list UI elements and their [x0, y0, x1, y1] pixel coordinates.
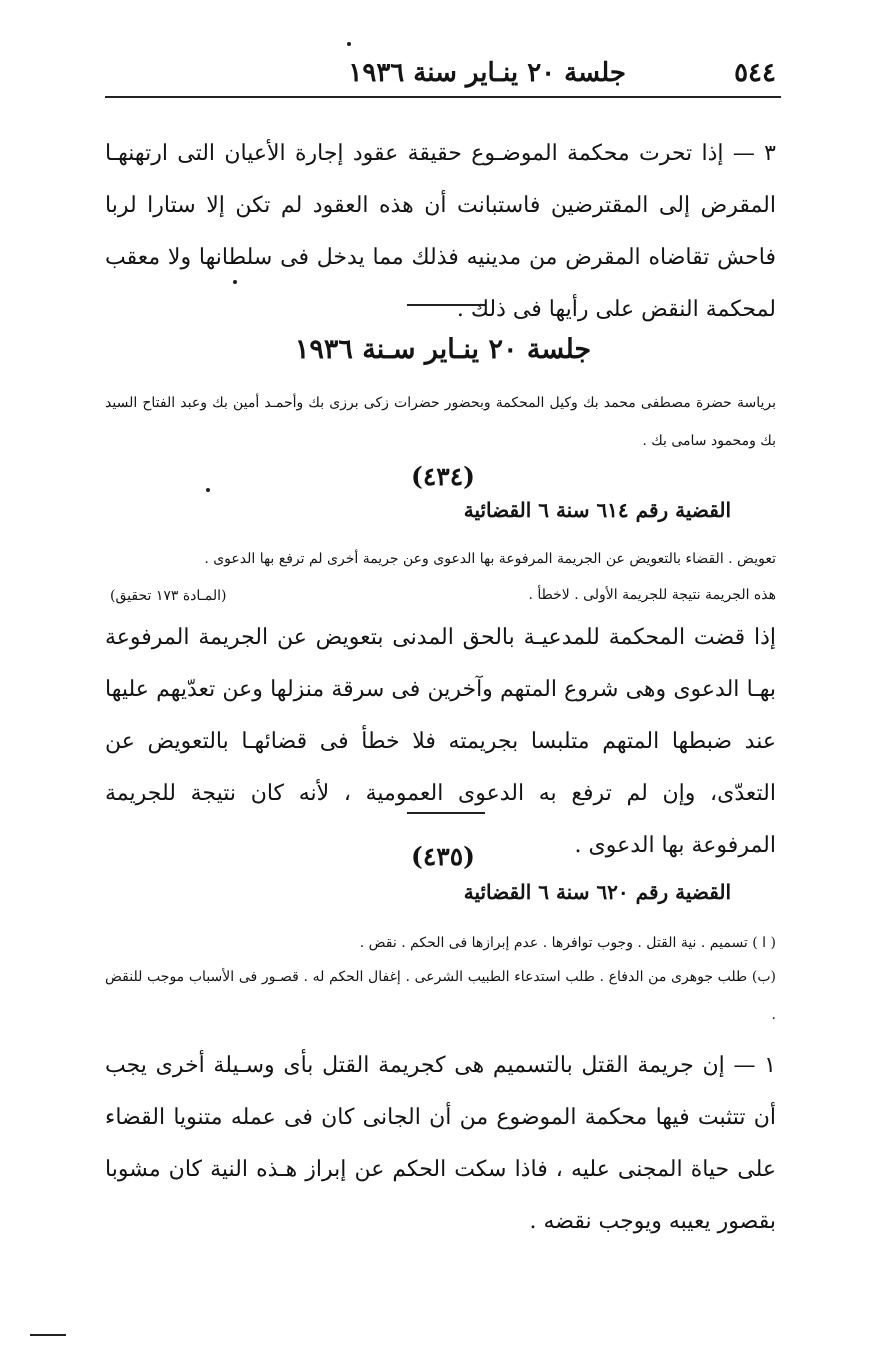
speck: [206, 488, 210, 492]
case-434-keywords-line2: هذه الجريمة نتيجة للجريمة الأولى . لاخطأ .: [528, 587, 776, 603]
header-divider: [105, 96, 781, 98]
footer-mark: [30, 1334, 66, 1336]
case-434-keywords-line1: تعويض . القضاء بالتعويض عن الجريمة المرفوعة بها الدعوى وعن جريمة أخرى لم ترفع بها الدعوى .: [204, 551, 776, 567]
speck: [233, 280, 237, 284]
case-434-legal-article: (المـادة ١٧٣ تحقيق): [110, 588, 227, 604]
paragraph-principle-3: ٣ — إذا تحرت محكمة الموضـوع حقيقة عقود إجارة الأعيان التى ارتهنهـا المقرض إلى المقترضين فاستبانت أن هذه العقود لم تكن إلا ستارا لربا فاحش تقاضاه المقرض من مدينيه فذلك مما يدخل فى سلطانها ولا معقب لمحكمة النقض على رأيها فى ذلك .: [105, 141, 776, 322]
speck: [347, 42, 351, 46]
case-title-435: القضية رقم ٦٢٠ سنة ٦ القضائية: [463, 880, 731, 904]
page-number: ٥٤٤: [734, 58, 776, 88]
section-divider: [407, 812, 485, 814]
header-title: جلسة ٢٠ ينـاير سنة ١٩٣٦: [348, 58, 626, 88]
case-title-434: القضية رقم ٦١٤ سنة ٦ القضائية: [463, 498, 731, 522]
session-title: جلسة ٢٠ ينـاير سـنة ١٩٣٦: [294, 334, 592, 365]
section-divider: [407, 304, 485, 306]
case-434-principle: إذا قضت المحكمة للمدعيـة بالحق المدنى بتعويض عن الجريمة المرفوعة بهـا الدعوى وهى شروع المتهم وآخرين فى سرقة منزلها وعن تعدّيهم عليها عند ضبطها المتهم متلبسا بجريمته فلا خطأ فى قضائهـا بالتعويض عن التعدّى، وإن لم ترفع به الدعوى العمومية ، لأنه كان نتيجة للجريمة المرفوعة بها الدعوى .: [105, 625, 776, 858]
case-435-keywords-a: ( ا ) تسميم . نية القتل . وجوب توافرها . عدم إبرازها فى الحكم . نقض .: [359, 935, 776, 951]
session-attendance: برياسة حضرة مصطفى محمد بك وكيل المحكمة وبحضور حضرات زكى برزى بك وأحمـد أمين بك وعبد الفتاح السيد بك ومحمود سامى بك .: [105, 395, 776, 449]
case-435-keywords-b: (ب) طلب جوهرى من الدفاع . طلب استدعاء الطبيب الشرعى . إغفال الحكم له . قصـور فى الأسباب موجب للنقض .: [105, 969, 776, 1023]
case-435-principle-1: ١ — إن جريمة القتل بالتسميم هى كجريمة القتل بأى وسـيلة أخرى يجب أن تتثبت فيها محكمة الموضوع من أن الجانى كان فى عمله متنويا القضاء على حياة المجنى عليه ، فاذا سكت الحكم عن إبراز هـذه النية كان مشوبا بقصور يعيبه ويوجب نقضه .: [105, 1053, 776, 1234]
case-number-434: (٤٣٤): [411, 462, 475, 491]
running-header: [105, 58, 776, 90]
case-number-435: (٤٣٥): [411, 842, 475, 871]
